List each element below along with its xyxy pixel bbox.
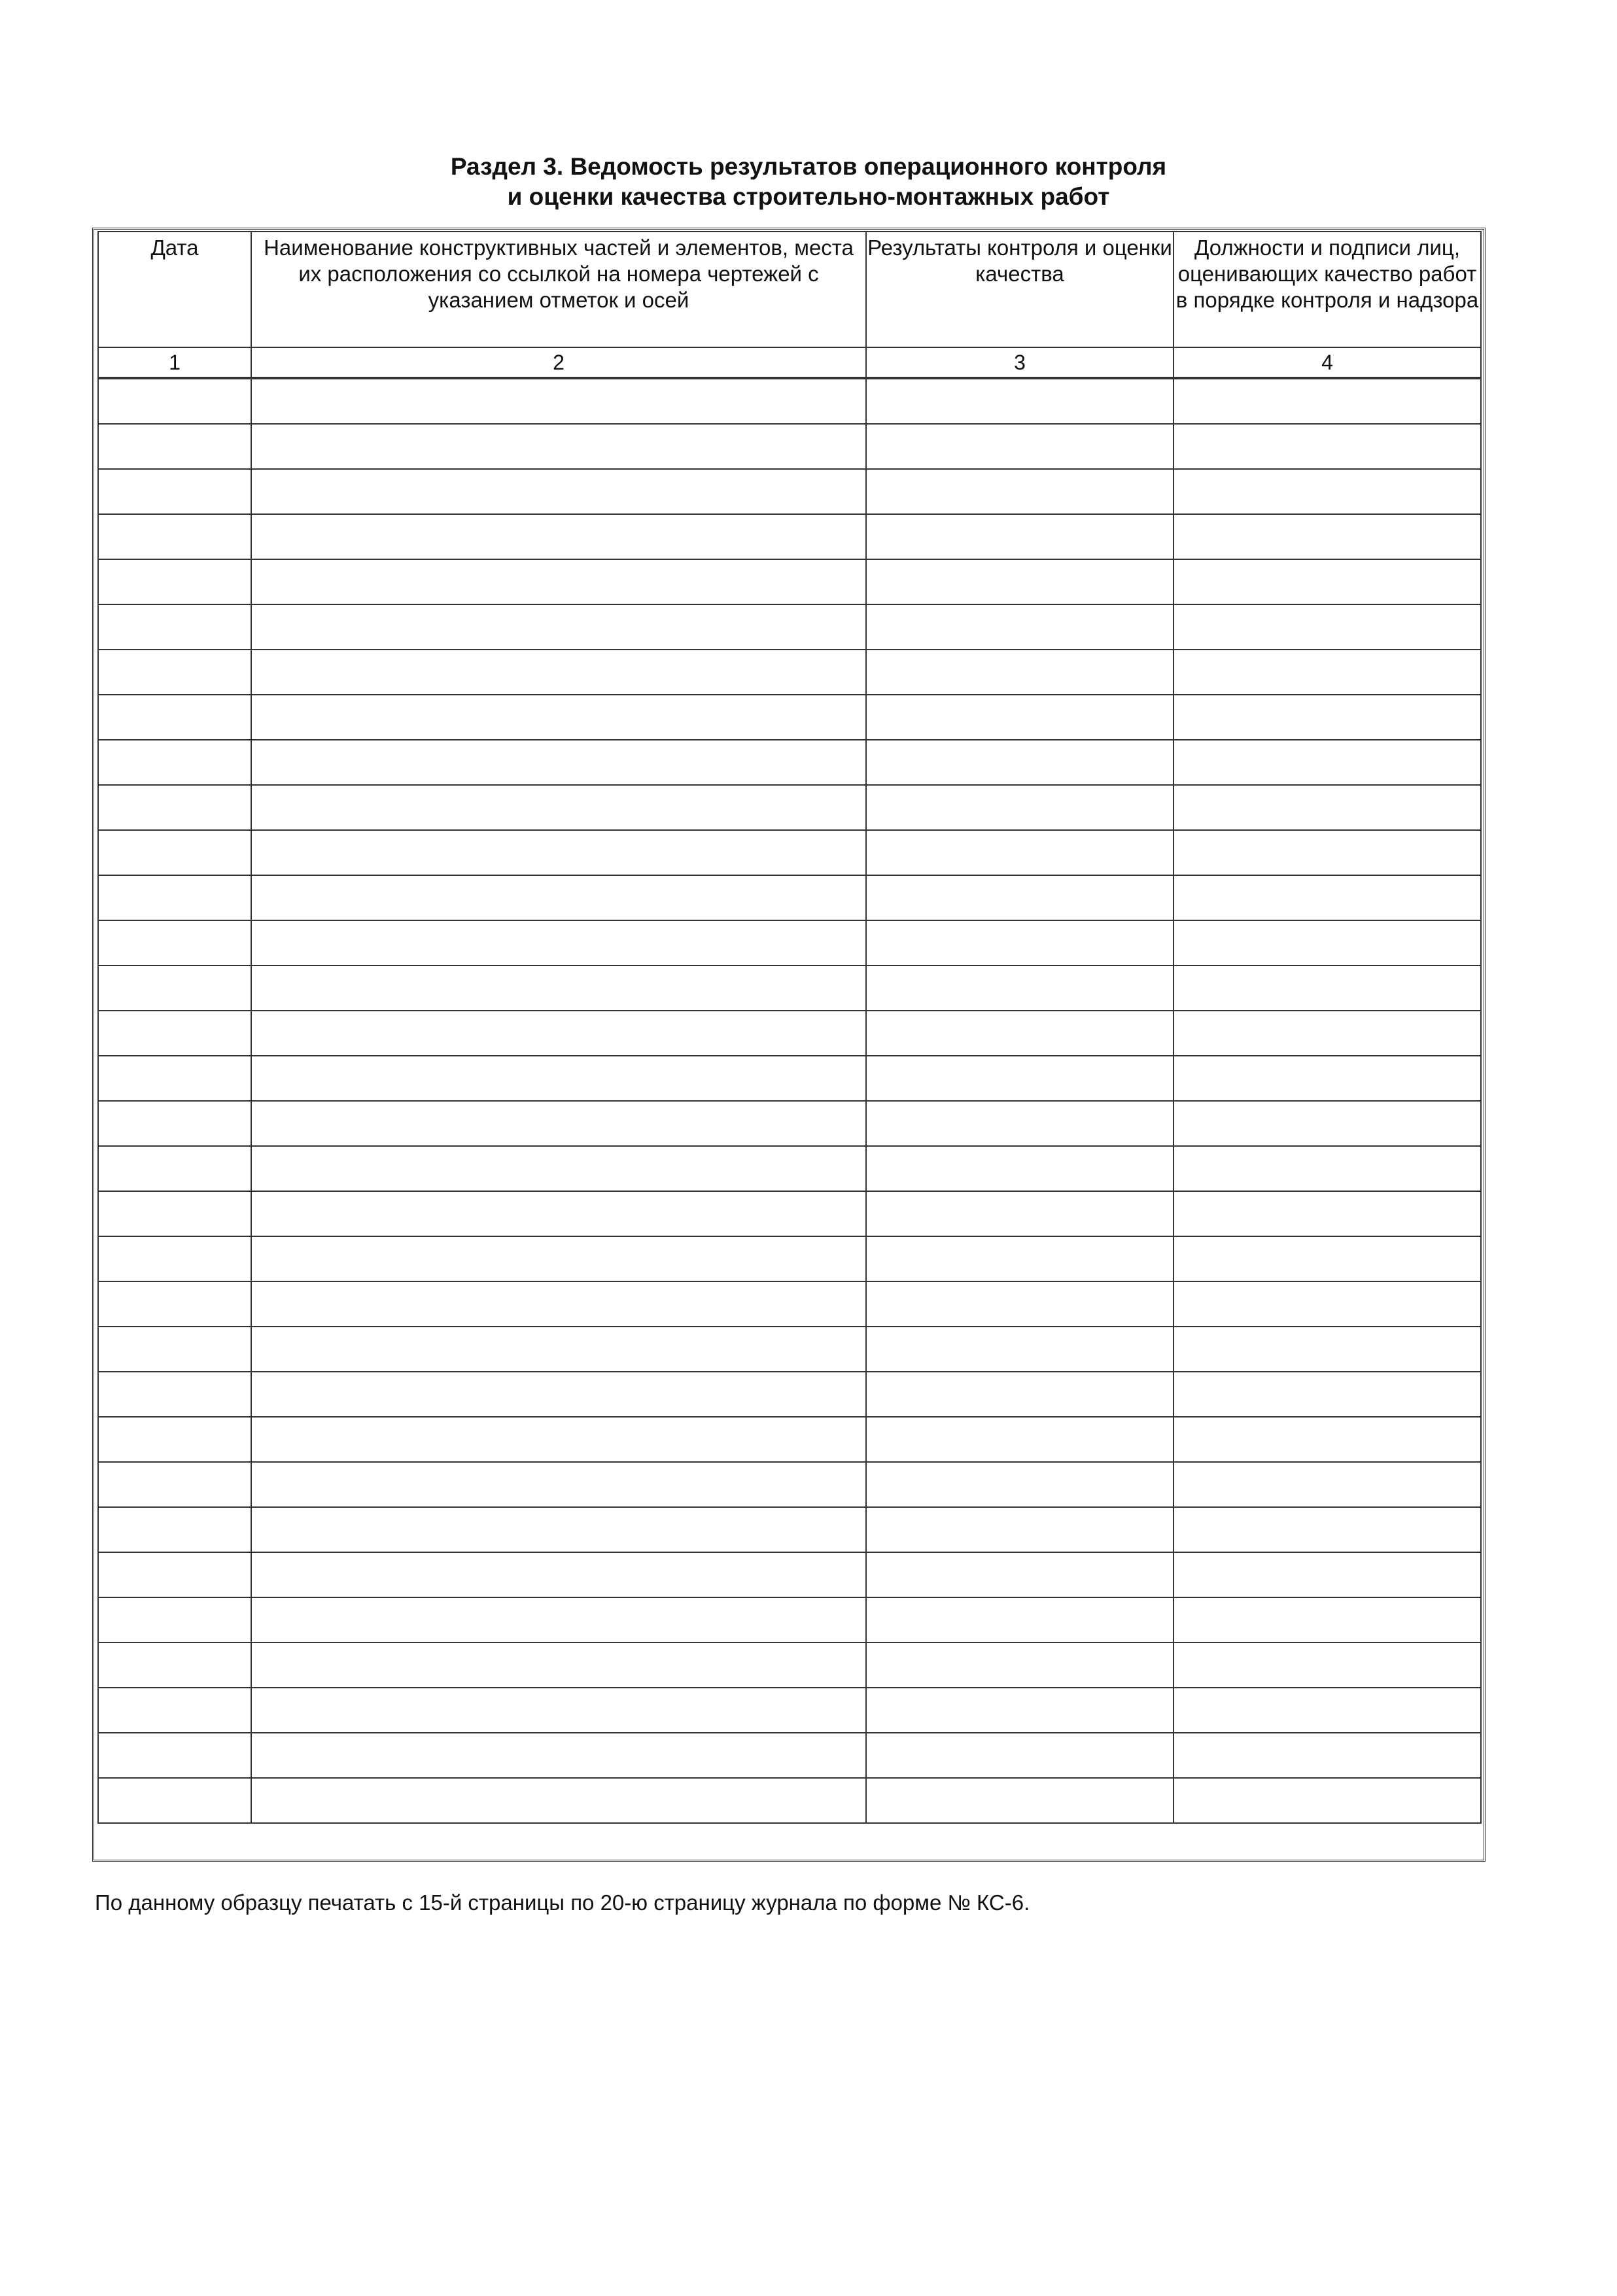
cell-signatures[interactable] (1174, 1597, 1481, 1643)
cell-results[interactable] (866, 1597, 1174, 1643)
cell-signatures[interactable] (1174, 1643, 1481, 1688)
cell-elements[interactable] (251, 1281, 866, 1327)
cell-signatures[interactable] (1174, 1778, 1481, 1823)
cell-elements[interactable] (251, 1778, 866, 1823)
table-row (98, 1191, 1481, 1236)
table-row (98, 1462, 1481, 1507)
cell-date[interactable] (98, 559, 251, 604)
cell-elements[interactable] (251, 379, 866, 424)
cell-elements[interactable] (251, 650, 866, 695)
cell-date[interactable] (98, 1236, 251, 1281)
table-row (98, 1327, 1481, 1372)
table-row (98, 1146, 1481, 1191)
cell-date[interactable] (98, 830, 251, 875)
cell-date[interactable] (98, 1281, 251, 1327)
cell-results[interactable] (866, 1146, 1174, 1191)
table-row (98, 785, 1481, 830)
cell-signatures[interactable] (1174, 695, 1481, 740)
cell-results[interactable] (866, 1643, 1174, 1688)
cell-date[interactable] (98, 650, 251, 695)
cell-results[interactable] (866, 785, 1174, 830)
cell-elements[interactable] (251, 785, 866, 830)
cell-results[interactable] (866, 1372, 1174, 1417)
cell-date[interactable] (98, 424, 251, 469)
column-number-row (98, 347, 1481, 377)
cell-date[interactable] (98, 1778, 251, 1823)
column-number-4: 4 (1174, 347, 1481, 377)
table-row (98, 1281, 1481, 1327)
cell-elements[interactable] (251, 559, 866, 604)
cell-signatures[interactable] (1174, 604, 1481, 650)
cell-signatures[interactable] (1174, 875, 1481, 920)
cell-elements[interactable] (251, 830, 866, 875)
cell-elements[interactable] (251, 1056, 866, 1101)
cell-signatures[interactable] (1174, 965, 1481, 1011)
cell-signatures[interactable] (1174, 785, 1481, 830)
table-row (98, 1688, 1481, 1733)
cell-elements[interactable] (251, 1146, 866, 1191)
table-row (98, 559, 1481, 604)
cell-signatures[interactable] (1174, 1507, 1481, 1552)
cell-date[interactable] (98, 1372, 251, 1417)
cell-date[interactable] (98, 695, 251, 740)
cell-date[interactable] (98, 1643, 251, 1688)
cell-results[interactable] (866, 1507, 1174, 1552)
cell-signatures[interactable] (1174, 1011, 1481, 1056)
cell-elements[interactable] (251, 695, 866, 740)
cell-date[interactable] (98, 1552, 251, 1597)
cell-elements[interactable] (251, 1372, 866, 1417)
cell-results[interactable] (866, 1011, 1174, 1056)
cell-signatures[interactable] (1174, 1327, 1481, 1372)
table-row (98, 650, 1481, 695)
table-row (98, 695, 1481, 740)
cell-results[interactable] (866, 1778, 1174, 1823)
cell-results[interactable] (866, 1281, 1174, 1327)
cell-signatures[interactable] (1174, 650, 1481, 695)
cell-date[interactable] (98, 1597, 251, 1643)
table-row (98, 965, 1481, 1011)
column-number-2: 2 (251, 347, 866, 377)
cell-date[interactable] (98, 1101, 251, 1146)
cell-signatures[interactable] (1174, 514, 1481, 559)
header-row (98, 232, 1481, 347)
title-line-1: Раздел 3. Ведомость результатов операционного контроля (450, 153, 1167, 180)
cell-elements[interactable] (251, 1236, 866, 1281)
cell-results[interactable] (866, 695, 1174, 740)
cell-results[interactable] (866, 1552, 1174, 1597)
table-row (98, 875, 1481, 920)
section-title (0, 152, 1617, 212)
cell-date[interactable] (98, 1688, 251, 1733)
cell-signatures[interactable] (1174, 830, 1481, 875)
cell-signatures[interactable] (1174, 424, 1481, 469)
cell-signatures[interactable] (1174, 1462, 1481, 1507)
cell-results[interactable] (866, 1733, 1174, 1778)
cell-results[interactable] (866, 514, 1174, 559)
cell-signatures[interactable] (1174, 1281, 1481, 1327)
table-row (98, 1417, 1481, 1462)
table-row (98, 1643, 1481, 1688)
table-header (97, 231, 1482, 378)
cell-results[interactable] (866, 1191, 1174, 1236)
cell-elements[interactable] (251, 920, 866, 965)
table-row (98, 1597, 1481, 1643)
cell-signatures[interactable] (1174, 740, 1481, 785)
cell-elements[interactable] (251, 469, 866, 514)
cell-results[interactable] (866, 469, 1174, 514)
column-number-3: 3 (866, 347, 1174, 377)
cell-results[interactable] (866, 604, 1174, 650)
table-row (98, 740, 1481, 785)
column-header-results: Результаты контроля и оценки качества (866, 232, 1174, 347)
cell-signatures[interactable] (1174, 1056, 1481, 1101)
cell-elements[interactable] (251, 1688, 866, 1733)
table-row (98, 379, 1481, 424)
cell-date[interactable] (98, 514, 251, 559)
cell-signatures[interactable] (1174, 469, 1481, 514)
cell-date[interactable] (98, 379, 251, 424)
cell-elements[interactable] (251, 965, 866, 1011)
table-row (98, 1733, 1481, 1778)
cell-results[interactable] (866, 1327, 1174, 1372)
cell-results[interactable] (866, 1056, 1174, 1101)
cell-results[interactable] (866, 559, 1174, 604)
cell-date[interactable] (98, 1462, 251, 1507)
cell-results[interactable] (866, 424, 1174, 469)
cell-date[interactable] (98, 1056, 251, 1101)
cell-signatures[interactable] (1174, 1552, 1481, 1597)
cell-results[interactable] (866, 830, 1174, 875)
column-header-elements: Наименование конструктивных частей и элементов, места их расположения со ссылкой на номера чертежей с указанием отметок и осей (251, 232, 866, 347)
cell-elements[interactable] (251, 1327, 866, 1372)
cell-results[interactable] (866, 1101, 1174, 1146)
cell-elements[interactable] (251, 424, 866, 469)
cell-date[interactable] (98, 469, 251, 514)
cell-signatures[interactable] (1174, 559, 1481, 604)
cell-elements[interactable] (251, 1191, 866, 1236)
cell-results[interactable] (866, 1688, 1174, 1733)
cell-signatures[interactable] (1174, 1372, 1481, 1417)
cell-date[interactable] (98, 1507, 251, 1552)
cell-date[interactable] (98, 920, 251, 965)
cell-results[interactable] (866, 379, 1174, 424)
table-row (98, 1236, 1481, 1281)
cell-elements[interactable] (251, 604, 866, 650)
cell-elements[interactable] (251, 1552, 866, 1597)
column-header-signatures: Должности и подписи лиц, оценивающих качество работ в порядке контроля и надзора (1174, 232, 1481, 347)
table-row (98, 1778, 1481, 1823)
cell-date[interactable] (98, 875, 251, 920)
cell-results[interactable] (866, 1417, 1174, 1462)
cell-elements[interactable] (251, 1417, 866, 1462)
table-row (98, 1056, 1481, 1101)
cell-elements[interactable] (251, 740, 866, 785)
cell-signatures[interactable] (1174, 1688, 1481, 1733)
cell-signatures[interactable] (1174, 1101, 1481, 1146)
table-row (98, 1507, 1481, 1552)
table-row (98, 1372, 1481, 1417)
cell-date[interactable] (98, 1733, 251, 1778)
cell-results[interactable] (866, 920, 1174, 965)
table-row (98, 604, 1481, 650)
cell-signatures[interactable] (1174, 1146, 1481, 1191)
cell-results[interactable] (866, 1462, 1174, 1507)
cell-date[interactable] (98, 1191, 251, 1236)
table-row (98, 514, 1481, 559)
cell-elements[interactable] (251, 1733, 866, 1778)
cell-date[interactable] (98, 1146, 251, 1191)
cell-results[interactable] (866, 740, 1174, 785)
table-row (98, 830, 1481, 875)
cell-elements[interactable] (251, 1101, 866, 1146)
cell-signatures[interactable] (1174, 1236, 1481, 1281)
column-number-1: 1 (98, 347, 251, 377)
footer-note: По данному образцу печатать с 15-й страницы по 20-ю страницу журнала по форме № КС-6. (95, 1890, 1030, 1915)
cell-date[interactable] (98, 785, 251, 830)
cell-date[interactable] (98, 965, 251, 1011)
cell-elements[interactable] (251, 1462, 866, 1507)
cell-signatures[interactable] (1174, 379, 1481, 424)
cell-results[interactable] (866, 650, 1174, 695)
cell-signatures[interactable] (1174, 920, 1481, 965)
cell-elements[interactable] (251, 1643, 866, 1688)
cell-signatures[interactable] (1174, 1191, 1481, 1236)
title-line-2: и оценки качества строительно-монтажных работ (507, 183, 1110, 210)
table-row (98, 469, 1481, 514)
cell-results[interactable] (866, 1236, 1174, 1281)
table-row (98, 1552, 1481, 1597)
table-row (98, 1101, 1481, 1146)
table-row (98, 920, 1481, 965)
cell-date[interactable] (98, 604, 251, 650)
table-row (98, 1011, 1481, 1056)
cell-date[interactable] (98, 1011, 251, 1056)
cell-elements[interactable] (251, 875, 866, 920)
cell-elements[interactable] (251, 514, 866, 559)
table-row (98, 424, 1481, 469)
table-body (97, 378, 1482, 1824)
cell-elements[interactable] (251, 1507, 866, 1552)
cell-elements[interactable] (251, 1011, 866, 1056)
cell-results[interactable] (866, 875, 1174, 920)
cell-date[interactable] (98, 1327, 251, 1372)
cell-signatures[interactable] (1174, 1417, 1481, 1462)
cell-elements[interactable] (251, 1597, 866, 1643)
column-header-date: Дата (98, 232, 251, 347)
cell-date[interactable] (98, 740, 251, 785)
cell-results[interactable] (866, 965, 1174, 1011)
cell-date[interactable] (98, 1417, 251, 1462)
cell-signatures[interactable] (1174, 1733, 1481, 1778)
